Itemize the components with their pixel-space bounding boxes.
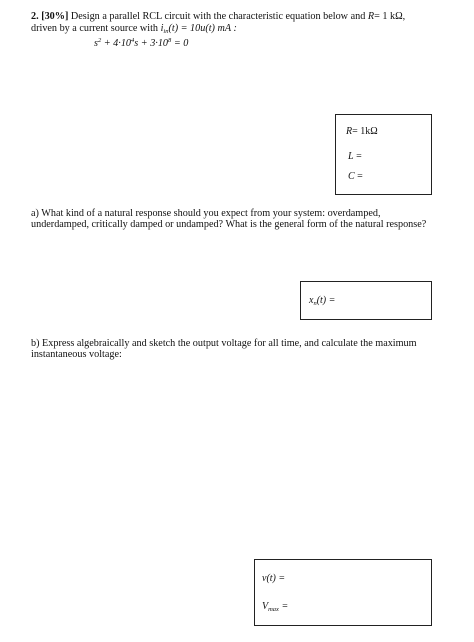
problem-line-1 (31, 11, 405, 23)
part-a-line-2: underdamped, critically damped or undamped? What is the general form of the natural response? (31, 219, 427, 230)
problem-weight: [30%] (41, 11, 69, 22)
part-a-line-1: a) What kind of a natural response should you expect from your system: overdamped, (31, 208, 381, 219)
source-symbol: $i_{in}$ (160, 23, 169, 35)
problem-line-2 (31, 23, 237, 35)
problem-number: 2. (31, 11, 39, 22)
problem-text-2: driven by a current source with (31, 23, 159, 34)
problem-text-1: Design a parallel RCL circuit with the characteristic equation below and (70, 11, 366, 22)
voltage-expression-label: v(t) = (262, 573, 286, 584)
resistance-value: = 1 kΩ, (374, 11, 406, 22)
resistance-symbol: R (367, 11, 375, 22)
characteristic-equation: $s^2 + 4\cdot 10^4s + 3\cdot 10^8 = 0$ (94, 37, 189, 49)
part-b-line-1: b) Express algebraically and sketch the output voltage for all time, and calculate the maximum (31, 338, 417, 349)
resistance-answer: R= 1kΩ (346, 126, 378, 137)
capacitance-answer: C = (348, 171, 363, 182)
inductance-answer: L = (348, 151, 362, 162)
max-voltage-label: $V_{max}$ = (262, 601, 289, 613)
part-b-line-2: instantaneous voltage: (31, 349, 122, 360)
voltage-answer-box (254, 559, 432, 626)
natural-response-answer-box (300, 281, 432, 320)
natural-response-label: $x_n(t)$ = (309, 295, 336, 307)
component-answer-box (335, 114, 432, 195)
source-expression: (t) = 10u(t) mA : (168, 23, 237, 34)
